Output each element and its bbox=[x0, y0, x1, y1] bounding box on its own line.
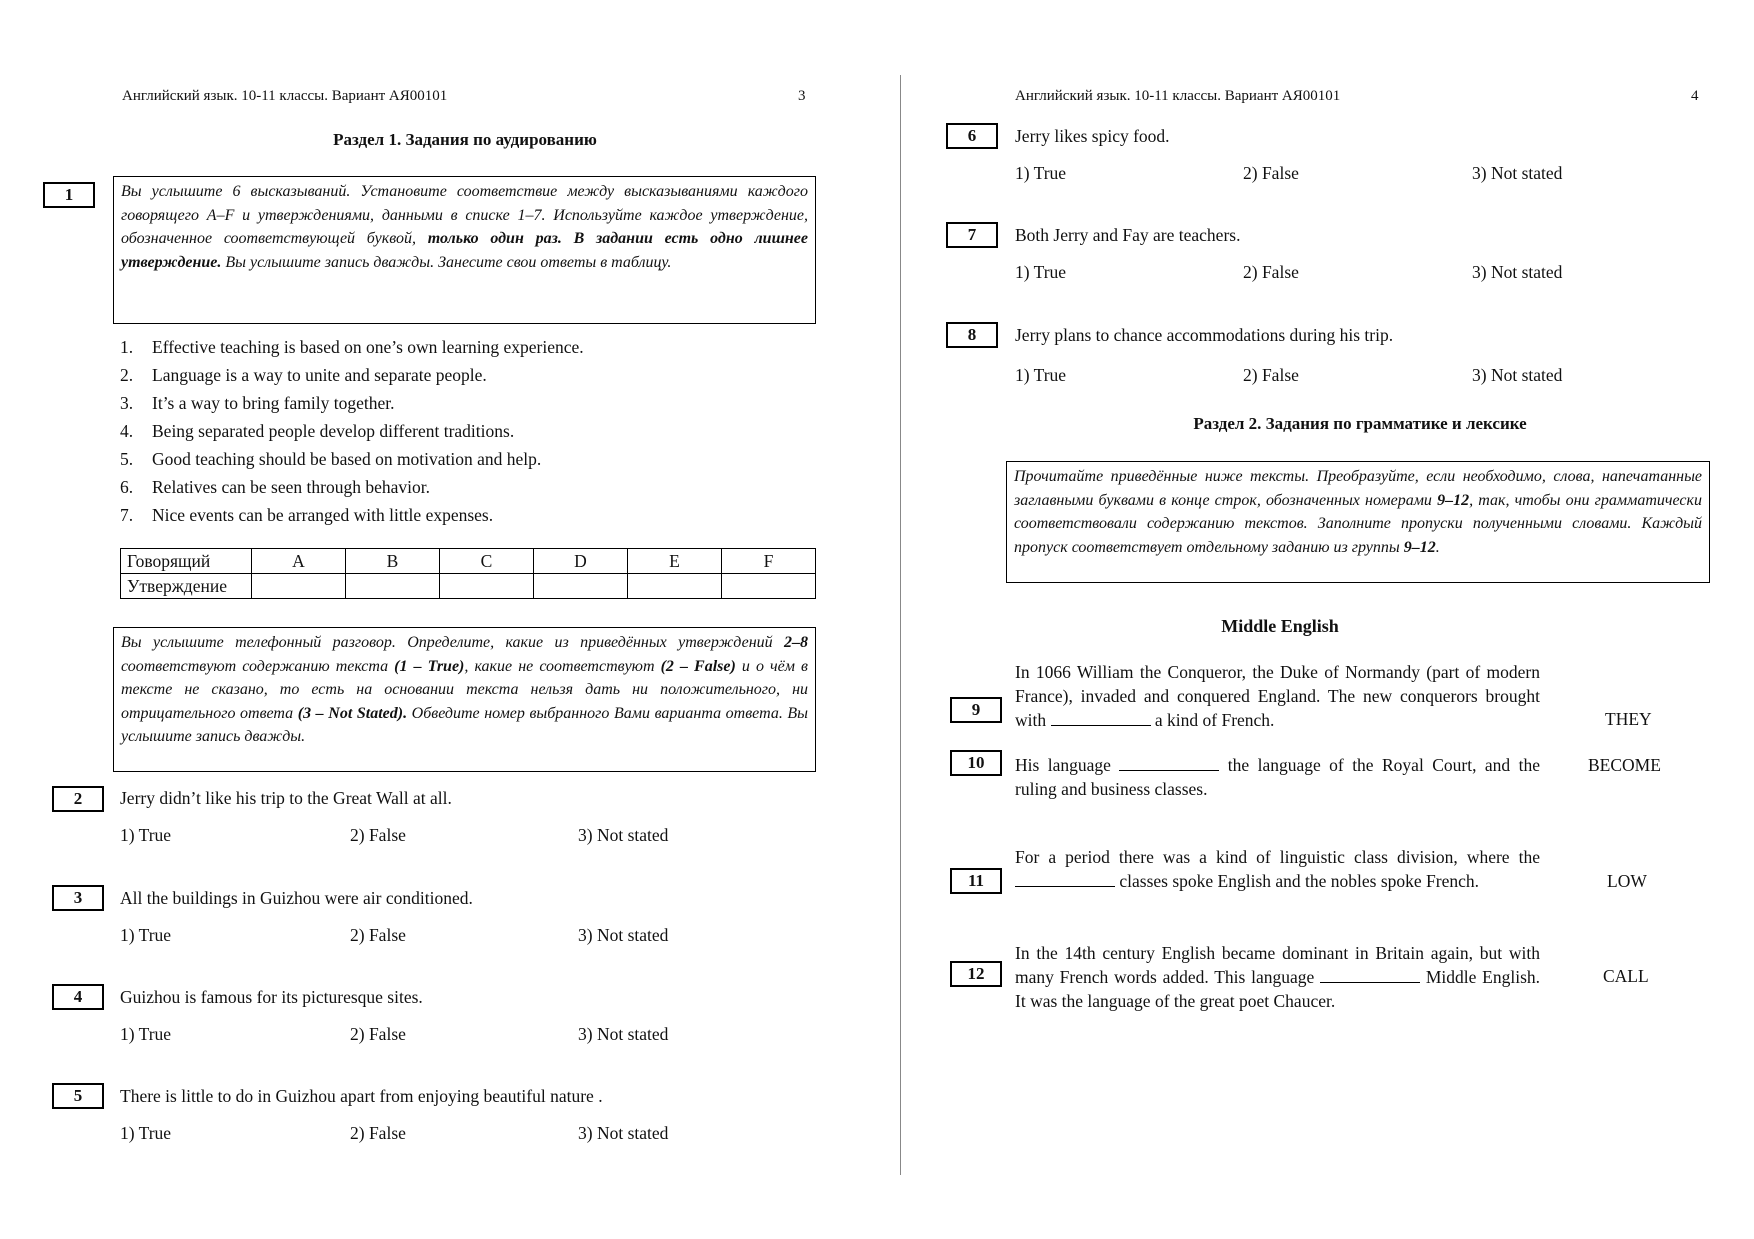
task-12-before: In the 14th century English became dominant in Britain again, but with many French words added. This language bbox=[1015, 943, 1540, 987]
left-page-header: Английский язык. 10-11 классы. Вариант АЯ00101 bbox=[122, 88, 448, 104]
statement-text: It’s a way to bring family together. bbox=[152, 393, 395, 413]
option-false[interactable]: 2) False bbox=[1243, 262, 1299, 282]
task-number-11: 11 bbox=[950, 868, 1002, 894]
statement-num: 2. bbox=[120, 365, 134, 385]
page-divider bbox=[900, 75, 901, 1175]
statement-item bbox=[120, 449, 584, 477]
task-number-10: 10 bbox=[950, 750, 1002, 776]
instr2-p1: Вы услышите телефонный разговор. Определите, какие из приведённых утверждений bbox=[121, 634, 784, 651]
instr2-p2: 2–8 bbox=[784, 634, 808, 651]
task-10-before: His language bbox=[1015, 755, 1120, 775]
question-3-text: All the buildings in Guizhou were air conditioned. bbox=[120, 888, 473, 908]
option-not-stated[interactable]: 3) Not stated bbox=[1472, 365, 1563, 385]
right-page-header: Английский язык. 10-11 классы. Вариант АЯ00101 bbox=[1015, 88, 1341, 104]
statement-text: Nice events can be arranged with little expenses. bbox=[152, 505, 494, 525]
answer-cell[interactable] bbox=[440, 574, 534, 599]
table-header-cell: E bbox=[628, 549, 722, 574]
option-false[interactable]: 2) False bbox=[350, 1123, 406, 1143]
task-12-after: Middle English. It was the language of the great poet Chaucer. bbox=[1015, 967, 1541, 1011]
table-header-cell: D bbox=[534, 549, 628, 574]
table-header-cell: C bbox=[440, 549, 534, 574]
option-true[interactable]: 1) True bbox=[1015, 163, 1067, 183]
task-number-8: 8 bbox=[946, 322, 998, 348]
right-page-number: 4 bbox=[1691, 88, 1699, 104]
task1-instr-a: Вы услышите 6 высказываний. Установите соответствие между высказываниями каждого говорящего A–F и утверждениями, данными в списке 1–7. Используйте каждое утверждение, обозначенное соответствующей буквой, bbox=[121, 183, 808, 247]
question-6-text: Jerry likes spicy food. bbox=[1015, 126, 1170, 146]
instr2-p5: , какие не соответствуют bbox=[464, 657, 661, 675]
question-7-text: Both Jerry and Fay are teachers. bbox=[1015, 225, 1241, 245]
table-row-speakers bbox=[121, 549, 816, 574]
task-10-blank[interactable] bbox=[1119, 756, 1219, 771]
answer-cell[interactable] bbox=[346, 574, 440, 599]
option-false[interactable]: 2) False bbox=[350, 925, 406, 945]
statement-item bbox=[120, 365, 584, 393]
statement-num: 4. bbox=[120, 421, 134, 441]
instr2-p9: Обведите номер выбранного Вами варианта ответа. Вы услышите запись дважды. bbox=[121, 704, 809, 745]
option-not-stated[interactable]: 3) Not stated bbox=[1472, 163, 1563, 183]
instr2-p3: соответствуют содержанию текста bbox=[121, 657, 395, 675]
statement-text: Language is a way to unite and separate people. bbox=[152, 365, 487, 385]
section2-instructions bbox=[1006, 461, 1710, 583]
task-11-word: LOW bbox=[1607, 871, 1647, 891]
question-2-text: Jerry didn’t like his trip to the Great Wall at all. bbox=[120, 788, 452, 808]
option-true[interactable]: 1) True bbox=[120, 825, 172, 845]
option-true[interactable]: 1) True bbox=[120, 1024, 172, 1044]
answer-cell[interactable] bbox=[252, 574, 346, 599]
task-number-4: 4 bbox=[52, 984, 104, 1010]
task-number-12: 12 bbox=[950, 961, 1002, 987]
s2-instr-p4: 9–12 bbox=[1403, 538, 1436, 556]
question-4-text: Guizhou is famous for its picturesque sites. bbox=[120, 987, 423, 1007]
task-11-before: For a period there was a kind of linguistic class division, where the bbox=[1015, 847, 1540, 867]
section1-title: Раздел 1. Задания по аудированию bbox=[333, 130, 597, 149]
task-9-text bbox=[1015, 660, 1540, 732]
table-row-answers bbox=[121, 574, 816, 599]
question-8-text: Jerry plans to chance accommodations during his trip. bbox=[1015, 325, 1394, 345]
statement-item bbox=[120, 477, 584, 505]
answer-table bbox=[120, 548, 816, 599]
task-number-2: 2 bbox=[52, 786, 104, 812]
task-11-after: classes spoke English and the nobles spoke French. bbox=[1115, 871, 1480, 891]
option-true[interactable]: 1) True bbox=[120, 925, 172, 945]
statement-num: 6. bbox=[120, 477, 134, 497]
task-number-5: 5 bbox=[52, 1083, 104, 1109]
task-12-text bbox=[1015, 941, 1540, 1013]
text-title: Middle English bbox=[1221, 616, 1339, 636]
section2-title: Раздел 2. Задания по грамматике и лексике bbox=[1193, 414, 1527, 433]
option-false[interactable]: 2) False bbox=[1243, 163, 1299, 183]
task-number-1: 1 bbox=[43, 182, 95, 208]
option-not-stated[interactable]: 3) Not stated bbox=[578, 1024, 669, 1044]
statement-text: Relatives can be seen through behavior. bbox=[152, 477, 430, 497]
statement-num: 7. bbox=[120, 505, 134, 525]
table-header-cell: A bbox=[252, 549, 346, 574]
statement-item bbox=[120, 393, 584, 421]
task-9-word: THEY bbox=[1605, 709, 1652, 729]
s2-instr-p3: , так, чтобы они грамматически соответствовали содержанию текстов. Заполните пропуски полученными словами. Каждый пропуск соответствует отдельному заданию из группы bbox=[1014, 491, 1703, 556]
task-number-6: 6 bbox=[946, 123, 998, 149]
task-10-after: the language of the Royal Court, and the ruling and business classes. bbox=[1015, 755, 1540, 799]
task2-8-instructions bbox=[113, 627, 816, 772]
option-true[interactable]: 1) True bbox=[1015, 365, 1067, 385]
statement-num: 1. bbox=[120, 337, 134, 357]
s2-instr-p2: 9–12 bbox=[1437, 491, 1470, 509]
instr2-p7: и о чём в тексте не сказано, то есть на основании текста нельзя дать ни положительного, ни отрицательного ответа bbox=[121, 657, 809, 722]
task-number-3: 3 bbox=[52, 885, 104, 911]
task-10-word: BECOME bbox=[1588, 755, 1661, 775]
option-false[interactable]: 2) False bbox=[350, 825, 406, 845]
left-page-number: 3 bbox=[798, 88, 806, 104]
instr2-p6: (2 – False) bbox=[660, 657, 736, 675]
question-5-text: There is little to do in Guizhou apart from enjoying beautiful nature . bbox=[120, 1086, 603, 1106]
instr2-p4: (1 – True) bbox=[394, 657, 465, 675]
statement-text: Good teaching should be based on motivation and help. bbox=[152, 449, 542, 469]
statement-num: 5. bbox=[120, 449, 134, 469]
task1-instr-b: только один раз. В задании есть одно лишнее утверждение. bbox=[121, 230, 808, 271]
statement-num: 3. bbox=[120, 393, 134, 413]
task-number-9: 9 bbox=[950, 697, 1002, 723]
statement-item bbox=[120, 505, 584, 533]
task-11-blank[interactable] bbox=[1015, 872, 1115, 887]
option-false[interactable]: 2) False bbox=[350, 1024, 406, 1044]
table-header-cell: F bbox=[722, 549, 816, 574]
task-10-text bbox=[1015, 753, 1540, 801]
task-12-word: CALL bbox=[1603, 966, 1649, 986]
answer-cell[interactable] bbox=[534, 574, 628, 599]
s2-instr-p5: . bbox=[1435, 538, 1440, 556]
option-not-stated[interactable]: 3) Not stated bbox=[578, 825, 669, 845]
task-9-blank[interactable] bbox=[1051, 711, 1151, 726]
option-not-stated[interactable]: 3) Not stated bbox=[578, 925, 669, 945]
statement-item bbox=[120, 337, 584, 365]
table-header-cell: B bbox=[346, 549, 440, 574]
task-number-7: 7 bbox=[946, 222, 998, 248]
instr2-p8: (3 – Not Stated). bbox=[297, 704, 408, 722]
task1-instr-c: Вы услышите запись дважды. Занесите свои ответы в таблицу. bbox=[221, 253, 672, 271]
table-label-statement: Утверждение bbox=[121, 574, 252, 599]
task-11-text bbox=[1015, 845, 1540, 893]
task-9-before: In 1066 William the Conqueror, the Duke of Normandy (part of modern France), invaded and conquered England. The new conquerors brought with bbox=[1015, 662, 1540, 730]
option-false[interactable]: 2) False bbox=[1243, 365, 1299, 385]
statement-list bbox=[120, 337, 584, 533]
option-not-stated[interactable]: 3) Not stated bbox=[578, 1123, 669, 1143]
task1-instructions bbox=[113, 176, 816, 324]
option-not-stated[interactable]: 3) Not stated bbox=[1472, 262, 1563, 282]
answer-cell[interactable] bbox=[628, 574, 722, 599]
answer-cell[interactable] bbox=[722, 574, 816, 599]
option-true[interactable]: 1) True bbox=[1015, 262, 1067, 282]
statement-text: Effective teaching is based on one’s own learning experience. bbox=[152, 337, 584, 357]
task-9-after: a kind of French. bbox=[1150, 710, 1275, 730]
option-true[interactable]: 1) True bbox=[120, 1123, 172, 1143]
s2-instr-p1: Прочитайте приведённые ниже тексты. Преобразуйте, если необходимо, слова, напечатанные заглавными буквами в конце строк, обозначенных номерами bbox=[1014, 468, 1702, 509]
statement-item bbox=[120, 421, 584, 449]
task-12-blank[interactable] bbox=[1320, 968, 1420, 983]
statement-text: Being separated people develop different traditions. bbox=[152, 421, 515, 441]
table-label-speaker: Говорящий bbox=[121, 549, 252, 574]
